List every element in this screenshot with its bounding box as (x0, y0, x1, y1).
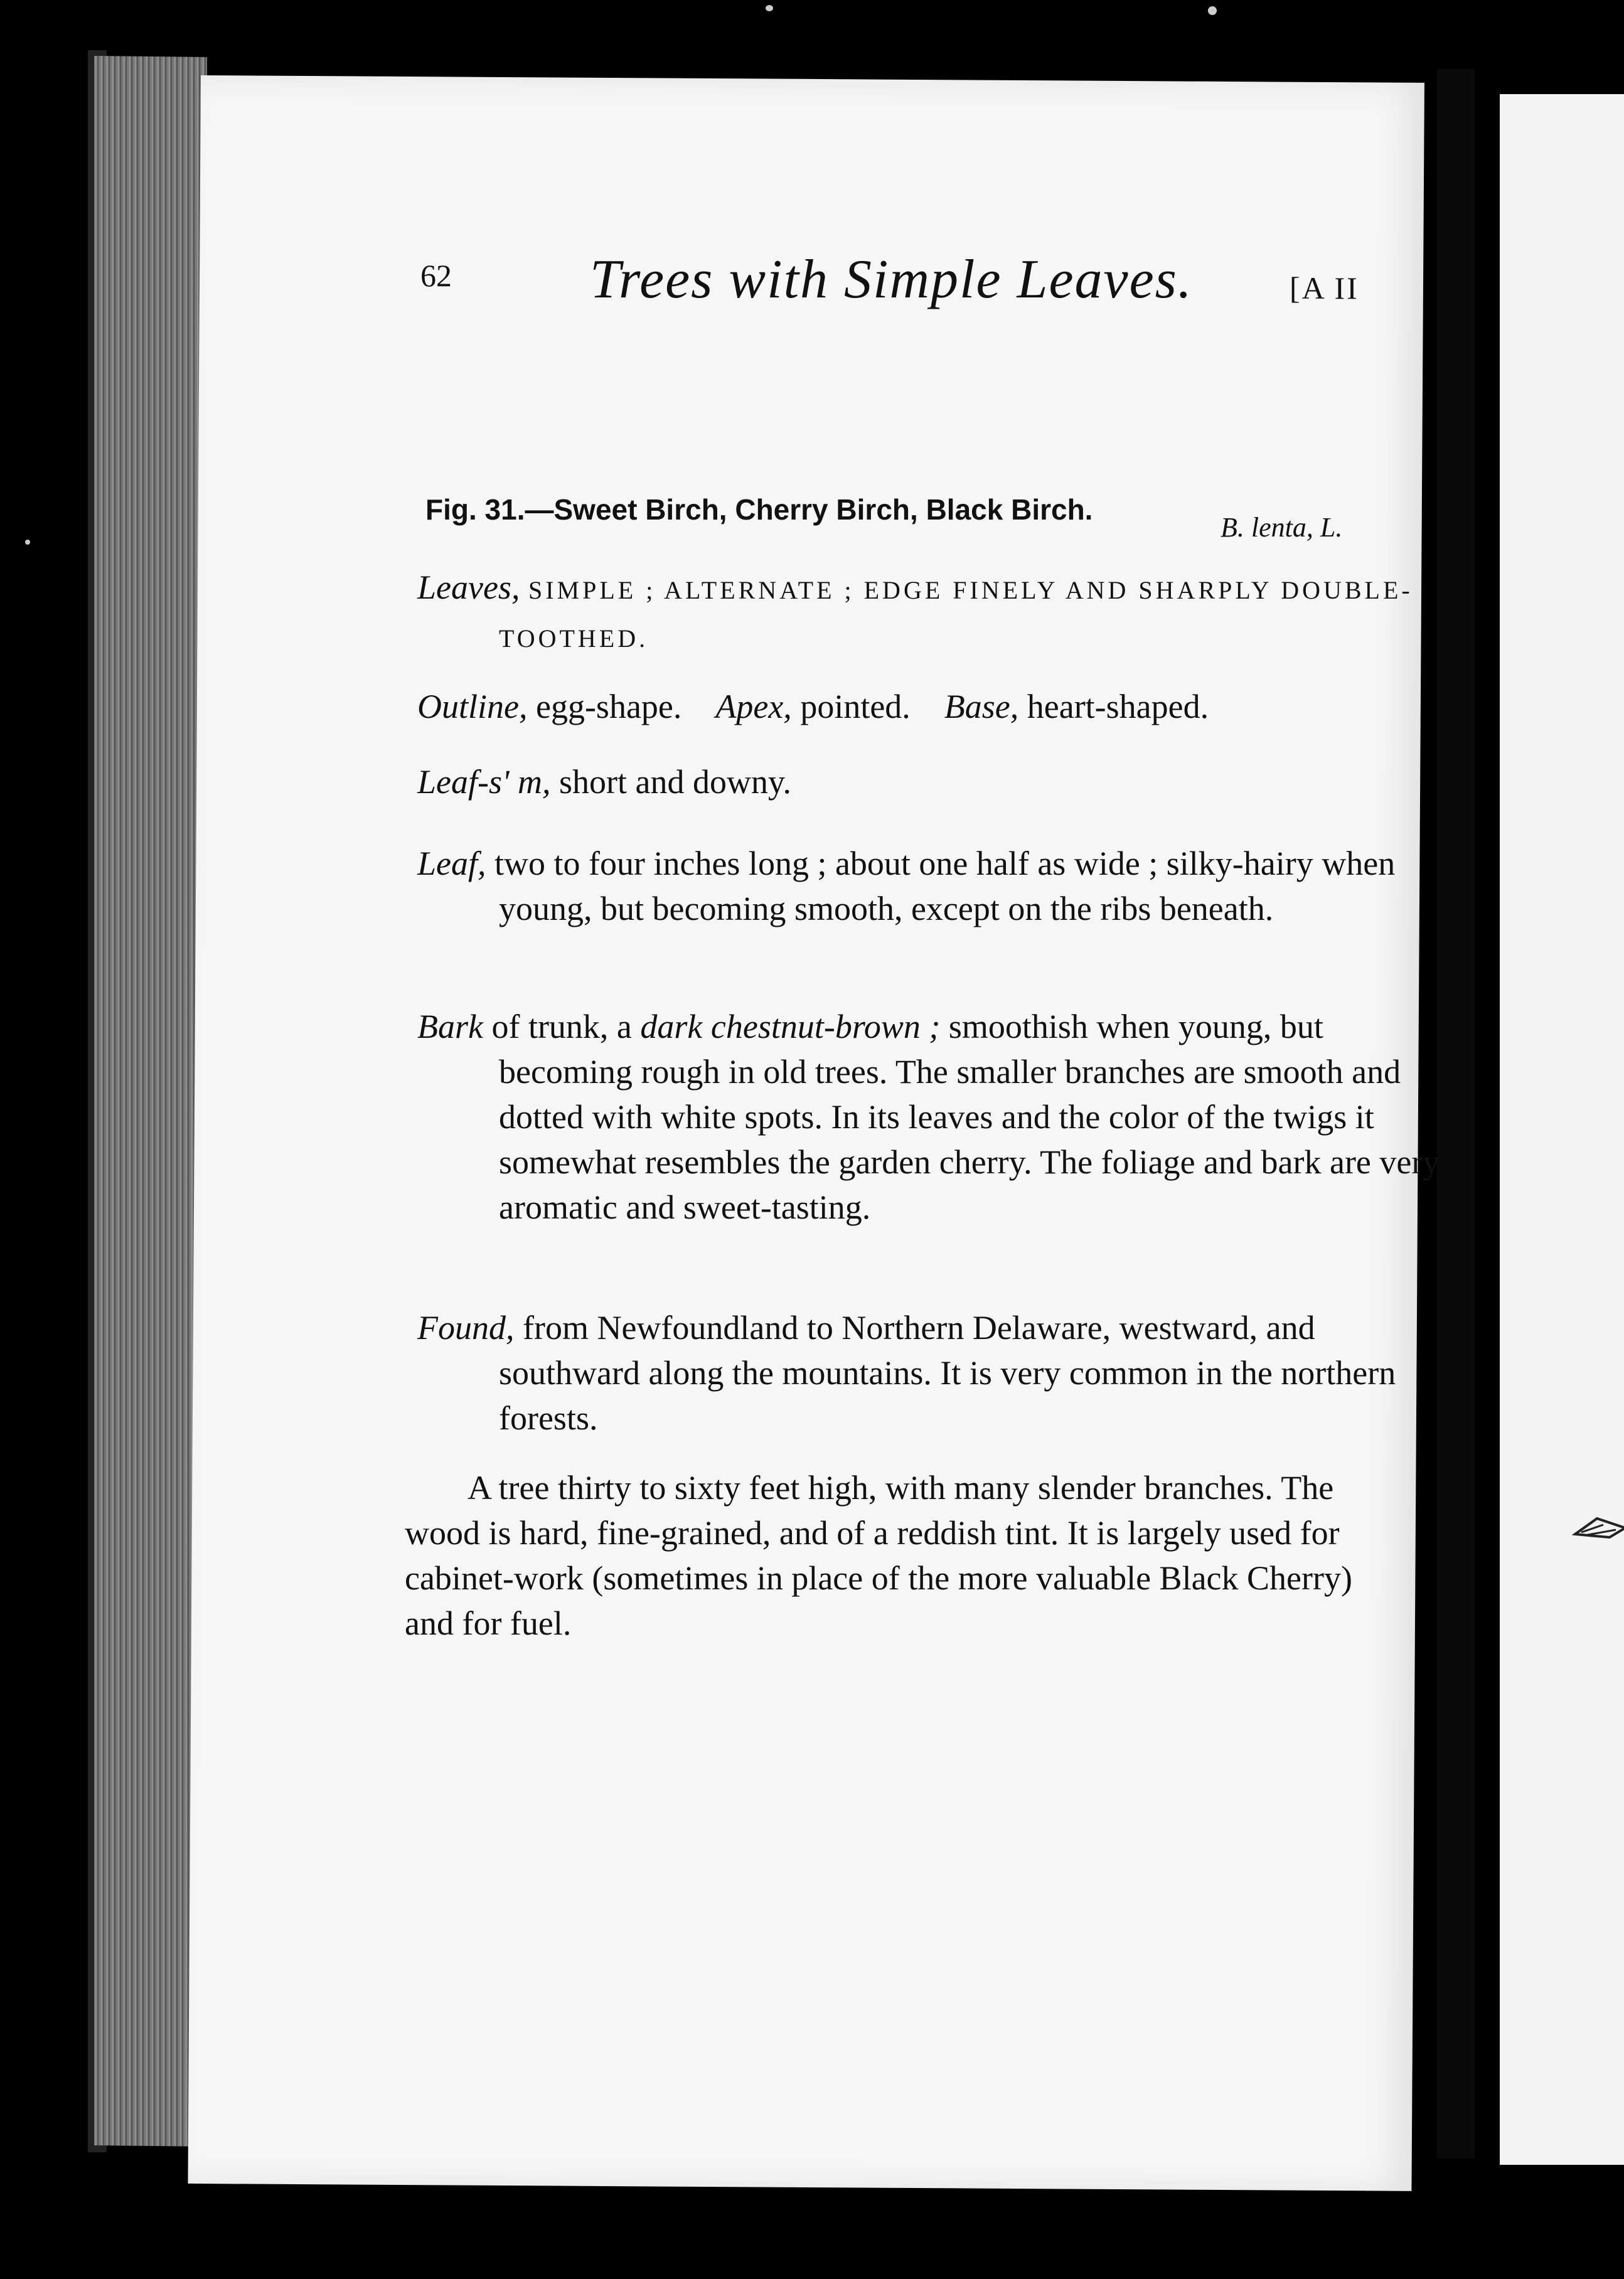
entry-text: smoothish when young, but becoming rough in old trees. The smaller branches are smooth and dotted with white spots. In its leaves and the color of the twigs it somewhat resembles the garden cherry. The foliage and bark are very aromatic and sweet-tasting. (499, 1008, 1440, 1226)
entry-label: Found, (417, 1309, 515, 1347)
dust-speck (766, 5, 773, 11)
adjacent-page-sliver (1500, 94, 1624, 2165)
running-title: Trees with Simple Leaves. (590, 249, 1193, 310)
entry-found (417, 1305, 1446, 1441)
page-number: 62 (420, 258, 452, 293)
entry-text: of trunk, a (491, 1008, 632, 1045)
entry-label: Outline, (417, 688, 528, 725)
entry-label: Leaves, (417, 568, 520, 606)
entry-outline (417, 684, 1365, 729)
figure-latin-name: B. lenta, L. (1221, 512, 1343, 543)
entry-bark (417, 1004, 1446, 1230)
figure-caption: Fig. 31.—Sweet Birch, Cherry Birch, Black Birch. (425, 493, 1093, 526)
base-label: Base, (944, 688, 1019, 725)
entry-text: short and downy. (559, 763, 792, 801)
entry-leaf (417, 841, 1446, 931)
entry-label: Bark (417, 1008, 483, 1045)
entry-text: SIMPLE ; ALTERNATE ; EDGE FINELY AND SHARPLY DOUBLE-TOOTHED. (499, 576, 1413, 653)
apex-label: Apex, (715, 688, 792, 725)
dust-speck (25, 540, 30, 545)
entry-text: egg-shape. (535, 688, 682, 725)
entry-leaves (417, 565, 1446, 661)
dust-speck (1208, 6, 1217, 15)
entry-text: from Newfoundland to Northern Delaware, westward, and southward along the mountains. It is very common in the northern forests. (499, 1309, 1396, 1437)
base-text: heart-shaped. (1027, 688, 1209, 725)
entry-label: Leaf, (417, 845, 486, 882)
section-mark: [A II (1290, 270, 1359, 306)
apex-text: pointed. (800, 688, 911, 725)
entry-text: two to four inches long ; about one half as wide ; silky-hairy when young, but becoming smooth, except on the ribs beneath. (494, 845, 1396, 927)
entry-leaf-stem (417, 759, 1365, 804)
description-paragraph: A tree thirty to sixty feet high, with many slender branches. The wood is hard, fine-grained, and of a reddish tint. It is largely used for cabinet-work (sometimes in place of the more valuable Black Cherry) and for fuel. (405, 1469, 1352, 1642)
entry-label: Leaf-s' m, (417, 763, 551, 801)
adjacent-page-illustration-fragment (1572, 1506, 1624, 1544)
entry-italic-text: dark chestnut-brown ; (640, 1008, 941, 1045)
